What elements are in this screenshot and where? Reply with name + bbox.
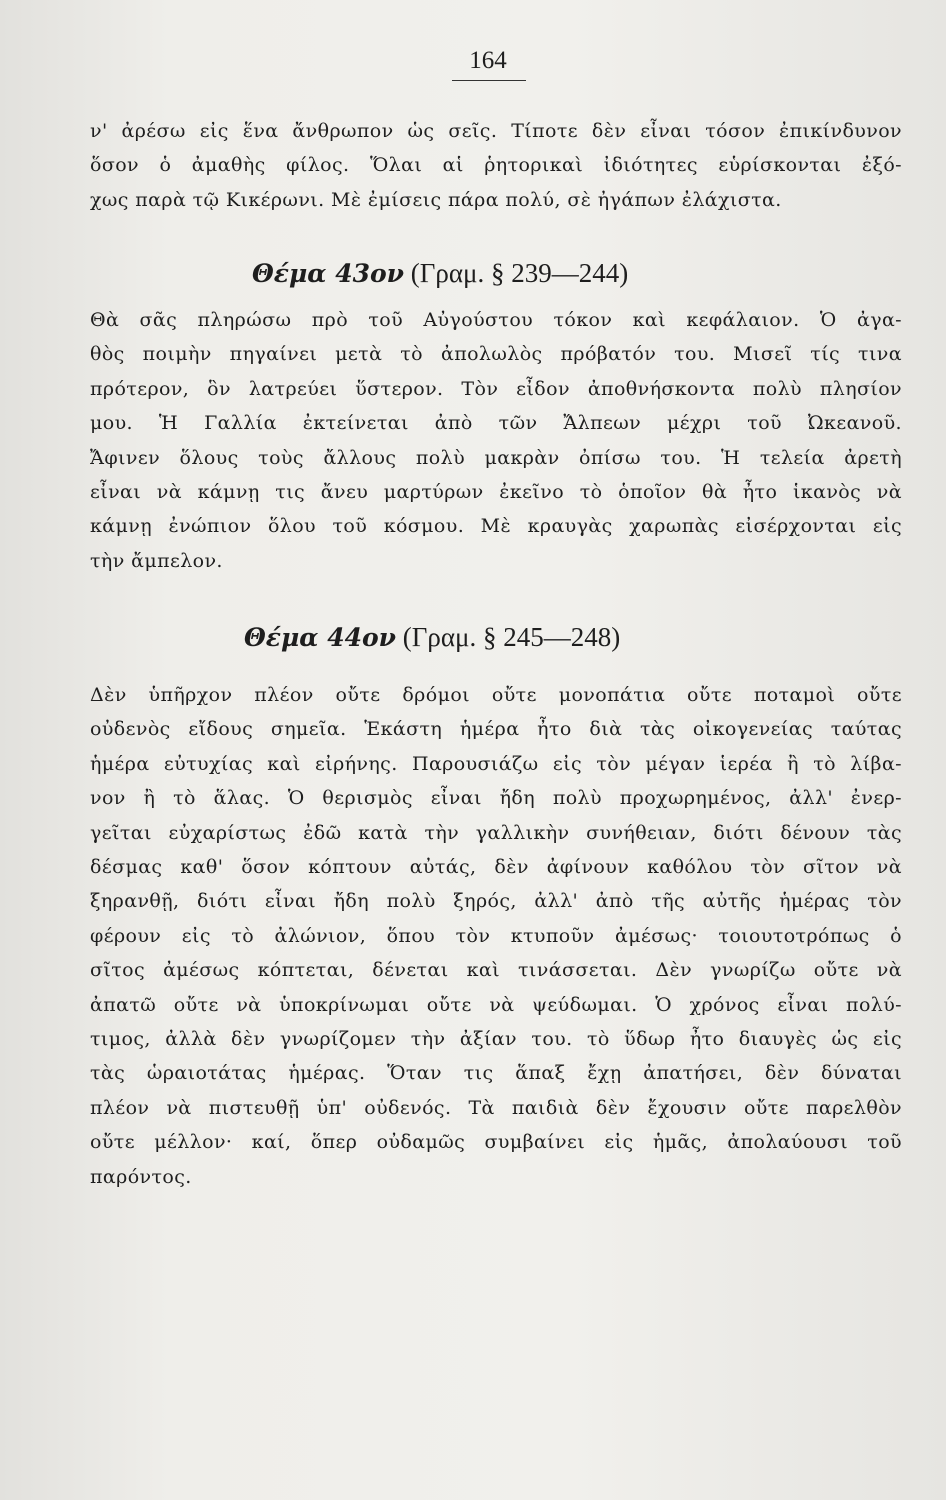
section-43-paragraph <box>90 303 902 578</box>
page-number-rule <box>452 80 526 81</box>
text-line: οὐδενὸς εἴδους σημεῖα. Ἑκάστη ἡμέρα ἦτο διὰ τὰς οἰκογενείας ταύτας <box>90 718 902 741</box>
text-line: μου. Ἡ Γαλλία ἐκτείνεται ἀπὸ τῶν Ἄλπεων μέχρι τοῦ Ὠκεανοῦ. <box>90 412 902 435</box>
text-line: ὅσον ὁ ἀμαθὴς φίλος. Ὅλαι αἱ ῥητορικαὶ ἰδιότητες εὑρίσκονται ἐξό- <box>90 154 902 177</box>
text-line: τιμος, ἀλλὰ δὲν γνωρίζομεν τὴν ἀξίαν του. τὸ ὕδωρ ἦτο διαυγὲς ὡς εἰς <box>90 1028 902 1051</box>
text-line: ξηρανθῇ, διότι εἶναι ἤδη πολὺ ξηρός, ἀλλ' ἀπὸ τῆς αὐτῆς ἡμέρας τὸν <box>90 890 902 913</box>
section-43-reference: (Γραμ. § 239—244) <box>410 258 629 288</box>
text-line: ἀπατῶ οὔτε νὰ ὑποκρίνωμαι οὔτε νὰ ψεύδωμαι. Ὁ χρόνος εἶναι πολύ- <box>90 993 902 1016</box>
text-line: τὴν ἄμπελον. <box>90 549 223 572</box>
section-44-heading <box>244 620 620 655</box>
section-43-heading <box>252 256 628 291</box>
section-44-label: Θέμα 44ον <box>244 623 397 652</box>
text-line: τὰς ὡραιοτάτας ἡμέρας. Ὅταν τις ἅπαξ ἔχῃ ἀπατήσει, δὲν δύναται <box>90 1062 902 1085</box>
text-line: φέρουν εἰς τὸ ἀλώνιον, ὅπου τὸν κτυποῦν ἀμέσως· τοιουτοτρόπως ὁ <box>90 924 902 947</box>
text-line: παρόντος. <box>90 1165 192 1188</box>
text-line: Ἄφινεν ὅλους τοὺς ἄλλους πολὺ μακρὰν ὀπίσω του. Ἡ τελεία ἀρετὴ <box>90 446 902 469</box>
text-line: πρότερον, ὃν λατρεύει ὕστερον. Τὸν εἶδον ἀποθνήσκοντα πολὺ πλησίον <box>90 377 902 400</box>
text-line: σῖτος ἀμέσως κόπτεται, δένεται καὶ τινάσσεται. Δὲν γνωρίζω οὔτε νὰ <box>90 959 902 982</box>
section-43-label: Θέμα 43ον <box>252 259 405 288</box>
text-line: εἶναι νὰ κάμνῃ τις ἄνευ μαρτύρων ἐκεῖνο τὸ ὁποῖον θὰ ἦτο ἱκανὸς νὰ <box>90 481 902 504</box>
text-line: θὸς ποιμὴν πηγαίνει μετὰ τὸ ἀπολωλὸς πρόβατόν του. Μισεῖ τίς τινα <box>90 343 902 366</box>
text-line: Δὲν ὑπῆρχον πλέον οὔτε δρόμοι οὔτε μονοπάτια οὔτε ποταμοὶ οὔτε <box>90 684 902 706</box>
text-line: οὔτε μέλλον· καί, ὅπερ οὐδαμῶς συμβαίνει εἰς ἡμᾶς, ἀπολαύουσι τοῦ <box>90 1131 902 1154</box>
intro-paragraph <box>90 114 902 217</box>
section-44-paragraph <box>90 678 902 1194</box>
text-line: Θὰ σᾶς πληρώσω πρὸ τοῦ Αὐγούστου τόκον καὶ κεφάλαιον. Ὁ ἀγα- <box>90 309 902 331</box>
text-line: γεῖται εὐχαρίστως ἐδῶ κατὰ τὴν γαλλικὴν συνήθειαν, διότι δένουν τὰς <box>90 821 902 844</box>
text-line: νον ἢ τὸ ἅλας. Ὁ θερισμὸς εἶναι ἤδη πολὺ προχωρημένος, ἀλλ' ἐνερ- <box>90 787 902 810</box>
text-line: δέσμας καθ' ὅσον κόπτουν αὐτάς, δὲν ἀφίνουν καθόλου τὸν σῖτον νὰ <box>90 856 902 879</box>
section-44-reference: (Γραμ. § 245—248) <box>402 622 621 652</box>
text-line: χως παρὰ τῷ Κικέρωνι. Μὲ ἐμίσεις πάρα πολύ, σὲ ἠγάπων ἐλάχιστα. <box>90 188 782 211</box>
text-line: ἡμέρα εὐτυχίας καὶ εἰρήνης. Παρουσιάζω εἰς τὸν μέγαν ἱερέα ἢ τὸ λίβα- <box>90 752 902 775</box>
text-line: πλέον νὰ πιστευθῇ ὑπ' οὐδενός. Τὰ παιδιὰ δὲν ἔχουσιν οὔτε παρελθὸν <box>90 1096 902 1119</box>
page-number: 164 <box>469 47 507 74</box>
text-line: ν' ἀρέσω εἰς ἕνα ἄνθρωπον ὡς σεῖς. Τίποτε δὲν εἶναι τόσον ἐπικίνδυνον <box>90 120 902 142</box>
text-line: κάμνῃ ἐνώπιον ὅλου τοῦ κόσμου. Μὲ κραυγὰς χαρωπὰς εἰσέρχονται εἰς <box>90 515 902 538</box>
